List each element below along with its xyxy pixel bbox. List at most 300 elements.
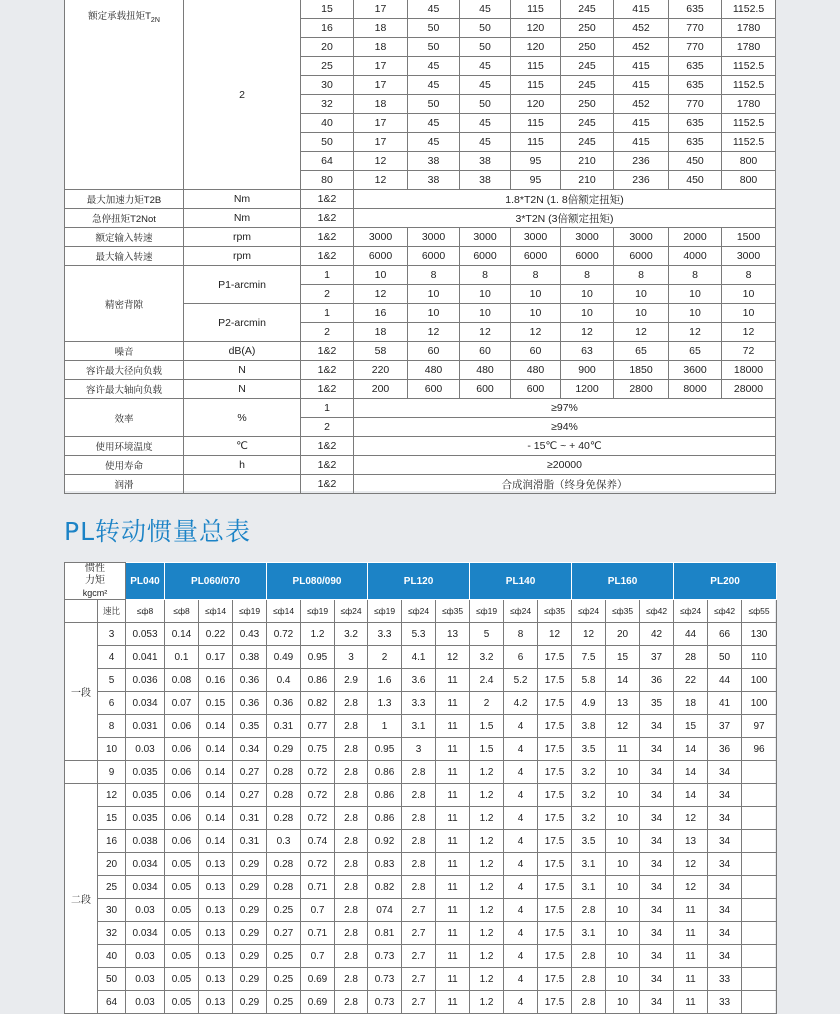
backlash-unit: P2-arcmin xyxy=(184,304,301,342)
value-cell: 34 xyxy=(640,738,674,761)
value-cell: 44 xyxy=(708,669,742,692)
value-cell: 12 xyxy=(354,171,408,190)
ratio-cell: 20 xyxy=(98,853,126,876)
value-cell xyxy=(742,922,777,945)
value-cell: 17 xyxy=(354,76,408,95)
value-cell: 2.8 xyxy=(402,761,436,784)
inertia-title: PL转动惯量总表 xyxy=(64,517,252,546)
value-cell: 770 xyxy=(669,38,722,57)
value-cell: 17.5 xyxy=(538,669,572,692)
value-cell: 1.2 xyxy=(470,968,504,991)
value-cell: 4 xyxy=(504,899,538,922)
value-cell: 452 xyxy=(614,95,669,114)
blank-cell xyxy=(65,761,98,784)
spec-table xyxy=(64,0,776,494)
value-cell xyxy=(742,991,777,1014)
value-cell: 6000 xyxy=(561,247,614,266)
table-row xyxy=(65,190,776,209)
value-cell: 1152.5 xyxy=(722,76,776,95)
unit-cell: N xyxy=(184,361,301,380)
value-cell: 2.8 xyxy=(572,991,606,1014)
value-cell: 2.8 xyxy=(335,784,368,807)
value-cell: 17.5 xyxy=(538,784,572,807)
value-cell: 45 xyxy=(408,76,460,95)
value-cell: 0.4 xyxy=(267,669,301,692)
value-cell: 63 xyxy=(561,342,614,361)
ratio-cell: 40 xyxy=(98,945,126,968)
shaft-header: ≤ф24 xyxy=(335,600,368,623)
value-cell: 0.27 xyxy=(267,922,301,945)
value-cell: 110 xyxy=(742,646,777,669)
stage-cell: 1&2 xyxy=(301,437,354,456)
value-cell: 18 xyxy=(354,323,408,342)
value-cell: 0.13 xyxy=(199,968,233,991)
value-cell: 12 xyxy=(669,323,722,342)
value-cell: 236 xyxy=(614,171,669,190)
value-cell: 0.71 xyxy=(301,876,335,899)
value-cell: 95 xyxy=(511,171,561,190)
value-cell: 0.31 xyxy=(233,807,267,830)
value-cell: 34 xyxy=(640,922,674,945)
value-cell: 1152.5 xyxy=(722,0,776,19)
corner-text: 惯性 xyxy=(85,563,105,574)
ratio-cell: 64 xyxy=(98,991,126,1014)
value-cell: 60 xyxy=(408,342,460,361)
row-label: 容许最大径向负载 xyxy=(65,361,184,380)
value-cell: 11 xyxy=(674,968,708,991)
value-cell: 18000 xyxy=(722,361,776,380)
value-cell: 2.8 xyxy=(335,807,368,830)
value-cell: 0.13 xyxy=(199,945,233,968)
value-cell: 45 xyxy=(408,133,460,152)
value-cell: 65 xyxy=(669,342,722,361)
value-cell: 45 xyxy=(408,114,460,133)
value-cell: 900 xyxy=(561,361,614,380)
table-row xyxy=(65,247,776,266)
ratio-cell: 30 xyxy=(301,76,354,95)
value-cell: 12 xyxy=(538,623,572,646)
unit-cell: h xyxy=(184,456,301,475)
rated-torque-label xyxy=(65,0,184,190)
header-row xyxy=(65,600,777,623)
ratio-cell: 30 xyxy=(98,899,126,922)
value-cell: 210 xyxy=(561,171,614,190)
value-cell: 1.2 xyxy=(470,876,504,899)
value-cell: 16 xyxy=(354,304,408,323)
value-cell: 0.29 xyxy=(233,968,267,991)
value-cell: 480 xyxy=(460,361,511,380)
value-cell: 0.06 xyxy=(165,761,199,784)
value-cell: 12 xyxy=(354,152,408,171)
value-cell: 2.8 xyxy=(402,853,436,876)
value-cell: 0.28 xyxy=(267,853,301,876)
table-row xyxy=(65,342,776,361)
value-cell: 2800 xyxy=(614,380,669,399)
value-cell: 0.73 xyxy=(368,991,402,1014)
value-cell: 2.7 xyxy=(402,991,436,1014)
value-cell: 1 xyxy=(368,715,402,738)
value-cell: 34 xyxy=(708,761,742,784)
value-cell: 11 xyxy=(674,922,708,945)
value-cell: 0.034 xyxy=(126,876,165,899)
value-cell: 17 xyxy=(354,133,408,152)
value-cell: 0.034 xyxy=(126,922,165,945)
value-cell: 1152.5 xyxy=(722,133,776,152)
value-cell: 4.2 xyxy=(504,692,538,715)
value-cell: 10 xyxy=(722,285,776,304)
value-cell: 17.5 xyxy=(538,807,572,830)
value-cell: 3000 xyxy=(460,228,511,247)
value-cell: 0.36 xyxy=(267,692,301,715)
shaft-header: ≤ф35 xyxy=(606,600,640,623)
table-row xyxy=(65,991,777,1014)
stage-cell: 1&2 xyxy=(301,380,354,399)
table-row xyxy=(65,968,777,991)
value-cell: 66 xyxy=(708,623,742,646)
value-cell: 38 xyxy=(408,152,460,171)
value-cell: 0.72 xyxy=(267,623,301,646)
table-row xyxy=(65,715,777,738)
stage-cell: 1&2 xyxy=(301,228,354,247)
value-cell: 45 xyxy=(460,76,511,95)
value-cell: 8000 xyxy=(669,380,722,399)
merged-value-cell: ≥97% xyxy=(354,399,776,418)
value-cell: 0.1 xyxy=(165,646,199,669)
shaft-header: ≤ф8 xyxy=(126,600,165,623)
merged-value-cell: - 15℃ ~ + 40℃ xyxy=(354,437,776,456)
value-cell: 5.8 xyxy=(572,669,606,692)
unit-cell: N xyxy=(184,380,301,399)
value-cell: 6000 xyxy=(460,247,511,266)
value-cell: 0.14 xyxy=(199,761,233,784)
value-cell: 6000 xyxy=(614,247,669,266)
stage-cell: 2 xyxy=(301,285,354,304)
value-cell: 34 xyxy=(708,830,742,853)
value-cell: 100 xyxy=(742,669,777,692)
value-cell: 0.36 xyxy=(233,669,267,692)
value-cell: 2 xyxy=(368,646,402,669)
value-cell: 13 xyxy=(674,830,708,853)
value-cell: 36 xyxy=(640,669,674,692)
value-cell: 100 xyxy=(742,692,777,715)
stage-label: 二段 xyxy=(65,784,98,1014)
value-cell: 34 xyxy=(640,807,674,830)
value-cell: 11 xyxy=(436,899,470,922)
value-cell: 0.95 xyxy=(301,646,335,669)
value-cell: 0.75 xyxy=(301,738,335,761)
value-cell: 1780 xyxy=(722,19,776,38)
value-cell: 11 xyxy=(436,692,470,715)
value-cell: 33 xyxy=(708,991,742,1014)
value-cell: 11 xyxy=(436,876,470,899)
value-cell: 0.27 xyxy=(233,761,267,784)
value-cell: 10 xyxy=(606,784,640,807)
model-header: PL040 xyxy=(126,563,165,600)
value-cell: 0.14 xyxy=(165,623,199,646)
value-cell xyxy=(742,761,777,784)
value-cell: 452 xyxy=(614,19,669,38)
value-cell: 15 xyxy=(606,646,640,669)
value-cell: 415 xyxy=(614,114,669,133)
rated-torque-subscript: 2N xyxy=(150,16,160,24)
row-label: 使用寿命 xyxy=(65,456,184,475)
value-cell: 3000 xyxy=(511,228,561,247)
value-cell: 245 xyxy=(561,133,614,152)
value-cell: 0.69 xyxy=(301,991,335,1014)
value-cell: 8 xyxy=(561,266,614,285)
merged-value-cell: 合成润滑脂（终身免保养） xyxy=(354,475,776,494)
spec-table-container xyxy=(64,0,775,491)
value-cell: 0.82 xyxy=(368,876,402,899)
value-cell: 33 xyxy=(708,968,742,991)
value-cell: 0.08 xyxy=(165,669,199,692)
value-cell: 250 xyxy=(561,19,614,38)
value-cell: 0.29 xyxy=(233,899,267,922)
value-cell: 3 xyxy=(335,646,368,669)
value-cell: 44 xyxy=(674,623,708,646)
table-row xyxy=(65,669,777,692)
value-cell: 65 xyxy=(614,342,669,361)
table-row xyxy=(65,399,776,418)
value-cell: 0.06 xyxy=(165,784,199,807)
shaft-header: ≤ф24 xyxy=(674,600,708,623)
ratio-cell: 32 xyxy=(301,95,354,114)
value-cell: 11 xyxy=(606,738,640,761)
value-cell: 635 xyxy=(669,76,722,95)
value-cell: 0.03 xyxy=(126,899,165,922)
value-cell: 11 xyxy=(436,807,470,830)
ratio-cell: 20 xyxy=(301,38,354,57)
value-cell: 95 xyxy=(511,152,561,171)
value-cell: 4 xyxy=(504,922,538,945)
value-cell: 2.8 xyxy=(572,945,606,968)
value-cell: 72 xyxy=(722,342,776,361)
value-cell: 17.5 xyxy=(538,761,572,784)
value-cell: 17.5 xyxy=(538,853,572,876)
value-cell: 0.14 xyxy=(199,830,233,853)
value-cell: 20 xyxy=(606,623,640,646)
value-cell: 34 xyxy=(640,784,674,807)
stage-cell: 1&2 xyxy=(301,247,354,266)
value-cell: 17.5 xyxy=(538,646,572,669)
value-cell: 635 xyxy=(669,114,722,133)
table-row xyxy=(65,922,777,945)
value-cell: 250 xyxy=(561,95,614,114)
value-cell: 0.06 xyxy=(165,715,199,738)
value-cell: 0.031 xyxy=(126,715,165,738)
value-cell: 12 xyxy=(614,323,669,342)
value-cell: 0.034 xyxy=(126,692,165,715)
value-cell: 34 xyxy=(640,830,674,853)
ratio-cell: 12 xyxy=(98,784,126,807)
ratio-cell: 50 xyxy=(301,133,354,152)
value-cell: 34 xyxy=(640,945,674,968)
value-cell: 2.7 xyxy=(402,945,436,968)
value-cell: 0.71 xyxy=(301,922,335,945)
value-cell: 480 xyxy=(408,361,460,380)
value-cell: 0.13 xyxy=(199,853,233,876)
value-cell: 2.8 xyxy=(335,738,368,761)
stage-cell: 2 xyxy=(301,323,354,342)
value-cell: 42 xyxy=(640,623,674,646)
value-cell: 11 xyxy=(436,830,470,853)
value-cell: 50 xyxy=(408,19,460,38)
value-cell: 074 xyxy=(368,899,402,922)
value-cell xyxy=(742,968,777,991)
value-cell: 13 xyxy=(606,692,640,715)
value-cell: 8 xyxy=(408,266,460,285)
merged-value-cell: 3*T2N (3倍额定扭矩) xyxy=(354,209,776,228)
value-cell: 0.92 xyxy=(368,830,402,853)
value-cell: 14 xyxy=(674,738,708,761)
value-cell: 635 xyxy=(669,0,722,19)
value-cell: 770 xyxy=(669,19,722,38)
value-cell: 1.5 xyxy=(470,715,504,738)
value-cell: 120 xyxy=(511,38,561,57)
model-header: PL120 xyxy=(368,563,470,600)
value-cell: 10 xyxy=(669,304,722,323)
value-cell: 17.5 xyxy=(538,945,572,968)
shaft-header: ≤ф19 xyxy=(470,600,504,623)
value-cell: 1.2 xyxy=(470,807,504,830)
value-cell: 10 xyxy=(606,945,640,968)
value-cell: 3.6 xyxy=(402,669,436,692)
value-cell: 34 xyxy=(640,761,674,784)
value-cell: 2.8 xyxy=(335,715,368,738)
value-cell xyxy=(742,876,777,899)
value-cell: 50 xyxy=(408,38,460,57)
value-cell: 12 xyxy=(606,715,640,738)
value-cell: 10 xyxy=(606,968,640,991)
value-cell: 0.13 xyxy=(199,922,233,945)
value-cell: 1.2 xyxy=(470,830,504,853)
value-cell: 41 xyxy=(708,692,742,715)
value-cell: 1.5 xyxy=(470,738,504,761)
value-cell: 11 xyxy=(436,784,470,807)
value-cell: 0.15 xyxy=(199,692,233,715)
value-cell: 6000 xyxy=(354,247,408,266)
value-cell: 36 xyxy=(708,738,742,761)
value-cell: 4.9 xyxy=(572,692,606,715)
value-cell: 120 xyxy=(511,95,561,114)
value-cell: 245 xyxy=(561,76,614,95)
value-cell: 10 xyxy=(614,304,669,323)
table-row xyxy=(65,945,777,968)
value-cell: 3.2 xyxy=(572,761,606,784)
value-cell: 2.4 xyxy=(470,669,504,692)
row-label: 润滑 xyxy=(65,475,184,494)
value-cell: 1780 xyxy=(722,95,776,114)
value-cell: 2.8 xyxy=(335,968,368,991)
value-cell: 0.25 xyxy=(267,991,301,1014)
value-cell xyxy=(742,945,777,968)
table-row xyxy=(65,361,776,380)
value-cell: 45 xyxy=(408,57,460,76)
stage-label: 一段 xyxy=(65,623,98,761)
value-cell: 1152.5 xyxy=(722,57,776,76)
value-cell: 2.8 xyxy=(335,922,368,945)
stage-cell: 1 xyxy=(301,399,354,418)
value-cell: 6 xyxy=(504,646,538,669)
value-cell: 0.06 xyxy=(165,830,199,853)
value-cell: 10 xyxy=(606,853,640,876)
value-cell: 3.5 xyxy=(572,830,606,853)
value-cell: 1.2 xyxy=(301,623,335,646)
corner-text: 力矩 xyxy=(85,575,105,586)
value-cell: 115 xyxy=(511,57,561,76)
unit-cell: ℃ xyxy=(184,437,301,456)
value-cell: 0.83 xyxy=(368,853,402,876)
value-cell: 17.5 xyxy=(538,991,572,1014)
value-cell: 0.05 xyxy=(165,853,199,876)
value-cell: 210 xyxy=(561,152,614,171)
table-row xyxy=(65,692,777,715)
value-cell: 0.82 xyxy=(301,692,335,715)
value-cell: 2.8 xyxy=(335,945,368,968)
value-cell: 17 xyxy=(354,114,408,133)
value-cell: 11 xyxy=(674,899,708,922)
value-cell: 4 xyxy=(504,853,538,876)
value-cell: 1.2 xyxy=(470,761,504,784)
value-cell: 3000 xyxy=(614,228,669,247)
ratio-cell: 32 xyxy=(98,922,126,945)
value-cell: 38 xyxy=(460,152,511,171)
value-cell: 0.72 xyxy=(301,761,335,784)
value-cell: 0.05 xyxy=(165,899,199,922)
value-cell: 415 xyxy=(614,0,669,19)
shaft-header: ≤ф24 xyxy=(402,600,436,623)
value-cell: 1.2 xyxy=(470,945,504,968)
value-cell: 3000 xyxy=(722,247,776,266)
value-cell xyxy=(742,853,777,876)
ratio-cell: 40 xyxy=(301,114,354,133)
value-cell: 770 xyxy=(669,95,722,114)
value-cell: 60 xyxy=(460,342,511,361)
value-cell: 2.8 xyxy=(572,899,606,922)
value-cell: 18 xyxy=(354,38,408,57)
shaft-header: ≤ф14 xyxy=(267,600,301,623)
value-cell: 2.7 xyxy=(402,968,436,991)
value-cell: 0.13 xyxy=(199,899,233,922)
value-cell: 3.2 xyxy=(572,784,606,807)
value-cell: 0.14 xyxy=(199,715,233,738)
value-cell: 120 xyxy=(511,19,561,38)
value-cell: 6000 xyxy=(408,247,460,266)
shaft-header: ≤ф24 xyxy=(504,600,538,623)
value-cell: 450 xyxy=(669,171,722,190)
value-cell: 45 xyxy=(460,114,511,133)
merged-value-cell: ≥20000 xyxy=(354,456,776,475)
ratio-cell: 6 xyxy=(98,692,126,715)
value-cell: 28 xyxy=(674,646,708,669)
ratio-cell: 8 xyxy=(98,715,126,738)
value-cell: 635 xyxy=(669,57,722,76)
shaft-header: ≤ф35 xyxy=(538,600,572,623)
value-cell: 10 xyxy=(460,285,511,304)
value-cell: 0.28 xyxy=(267,784,301,807)
value-cell: 4 xyxy=(504,991,538,1014)
table-row xyxy=(65,784,777,807)
value-cell: 17 xyxy=(354,57,408,76)
value-cell: 10 xyxy=(408,304,460,323)
value-cell: 5 xyxy=(470,623,504,646)
value-cell: 0.03 xyxy=(126,968,165,991)
value-cell: 2.7 xyxy=(402,922,436,945)
value-cell: 0.35 xyxy=(233,715,267,738)
table-row xyxy=(65,646,777,669)
value-cell: 0.36 xyxy=(233,692,267,715)
value-cell: 2 xyxy=(470,692,504,715)
